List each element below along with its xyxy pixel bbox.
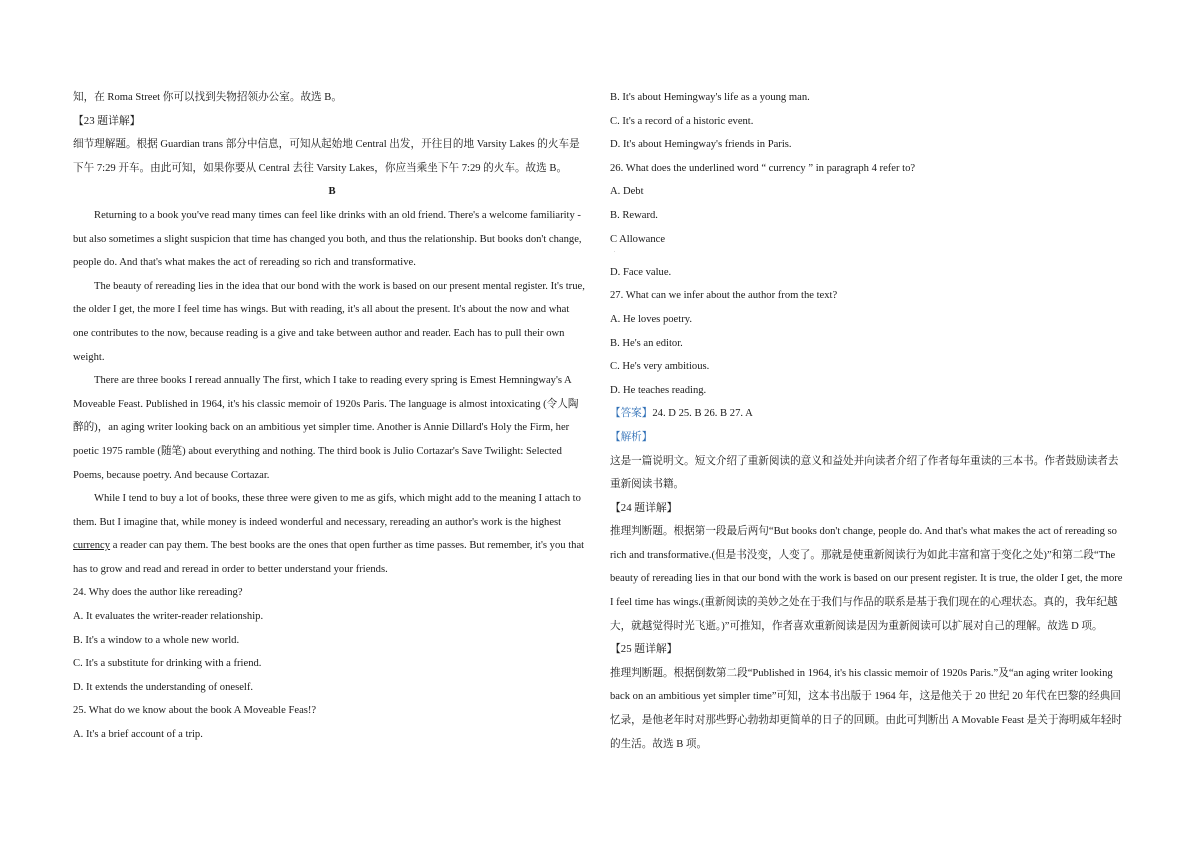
option-27-c: C. He's very ambitious.	[610, 361, 710, 373]
explanation-24-line: 大，就越觉得时光飞逝。)”可推知，作者喜欢重新阅读是因为重新阅读可以扩展对自己的理解。故选 D 项。	[610, 620, 1103, 632]
text-line: 知，在 Roma Street 你可以找到失物招领办公室。故选 B。	[73, 92, 342, 103]
stray-dot: .	[614, 249, 616, 255]
answer-values: 24. D 25. B 26. B 27. A	[652, 408, 753, 420]
question-27: 27. What can we infer about the author from the text?	[610, 290, 838, 302]
explanation-24-line: rich and transformative.(但是书没变，人变了。那就是使重新阅读行为如此丰富和富于变化之处)”和第二段“The	[610, 549, 1116, 561]
paragraph-3-line: poetic 1975 ramble (随笔) about everything and nothing. The third book is Julio Cortazar's Save Twilight: Selected	[73, 445, 562, 457]
question-24: 24. Why does the author like rereading?	[73, 587, 243, 599]
explanation-25-line: 推理判断题。根据倒数第二段“Published in 1964, it's his classic memoir of 1920s Paris.”及“an aging writer looking	[610, 667, 1113, 679]
option-25-c: C. It's a record of a historic event.	[610, 115, 754, 127]
paragraph-4-line: them. But I imagine that, while money is indeed wonderful and necessary, rereading an author's work is the highest	[73, 516, 562, 528]
paragraph-3-line: Poems, because poetry. And because Cortazar.	[73, 469, 270, 481]
paragraph-3-line: 醉的)，an aging writer looking back on an ambitious yet simpler time. Another is Annie Dillard's Holy the Firm, her	[73, 422, 570, 434]
paragraph-2-line: the older I get, the more I feel time has wings. But with reading, it's all about the present. It's about the now and what	[73, 304, 570, 316]
paragraph-2-line: one contributes to the now, because reading is a give and take between author and reader. Each has to pull their own	[73, 327, 565, 339]
option-24-d: D. It extends the understanding of oneself.	[73, 681, 254, 693]
right-column	[610, 86, 1130, 756]
text-line: 细节理解题。根据 Guardian trans 部分中信息，可知从起始地 Central 出发，开往目的地 Varsity Lakes 的火车是	[73, 139, 580, 151]
explanation-24-line: I feel time has wings.(重新阅读的美妙之处在于我们与作品的联系是基于我们现在的心理状态。真的，我年纪越	[610, 597, 1118, 609]
explanation-24-line: beauty of rereading lies in that our bond with the work is based on our present register. It is true, the older I get, the more	[610, 573, 1123, 585]
paragraph-1-line: but also sometimes a slight suspicion that time has changed you both, and thus the relationship. But books don't change,	[73, 233, 582, 245]
paragraph-4-line: has to grow and read and reread in order to better understand your friends.	[73, 563, 388, 575]
question-25: 25. What do we know about the book A Moveable Feas!?	[73, 705, 317, 717]
paragraph-1-line: people do. And that's what makes the act of rereading so rich and transformative.	[73, 257, 416, 269]
paragraph-4-line-rest: a reader can pay them. The best books are the ones that open further as time passes. But remember, it's you that	[110, 540, 585, 552]
analysis-text: 重新阅读书籍。	[610, 479, 685, 491]
option-27-b: B. He's an editor.	[610, 337, 683, 349]
paragraph-2-line: The beauty of rereading lies in the idea that our bond with the work is based on our present mental register. It's true,	[94, 280, 585, 292]
underlined-word-currency: currency	[73, 540, 111, 552]
option-25-a: A. It's a brief account of a trip.	[73, 729, 203, 741]
paragraph-4-line	[73, 534, 591, 558]
option-24-a: A. It evaluates the writer-reader relationship.	[73, 611, 264, 623]
paragraph-3-line: There are three books I reread annually The first, which I take to reading every spring is Emest Hemningway's A	[94, 375, 572, 387]
section-heading-24: 【24 题详解】	[610, 501, 678, 514]
analysis-label: 【解析】	[610, 431, 653, 443]
explanation-25-line: 的生活。故选 B 项。	[610, 738, 708, 750]
option-27-a: A. He loves poetry.	[610, 313, 692, 325]
answer-line	[610, 402, 1130, 426]
explanation-25-line: 忆录，是他老年时对那些野心勃勃却更简单的日子的回顾。由此可判断出 A Movable Feast 是关于海明威年轻时	[610, 715, 1123, 727]
option-27-d: D. He teaches reading.	[610, 384, 707, 396]
question-26: 26. What does the underlined word “ currency ” in paragraph 4 refer to?	[610, 162, 916, 174]
option-24-b: B. It's a window to a whole new world.	[73, 634, 240, 646]
explanation-25-line: back on an ambitious yet simpler time”可知，这本书出版于 1964 年，这是他关于 20 世纪 20 年代在巴黎的经典回	[610, 691, 1121, 703]
paragraph-4-line: While I tend to buy a lot of books, these three were given to me as gifs, which might add to the meaning I attach to	[94, 493, 581, 505]
option-26-b: B. Reward.	[610, 209, 658, 221]
option-25-d: D. It's about Hemingway's friends in Paris.	[610, 139, 792, 151]
explanation-24-line: 推理判断题。根据第一段最后两句“But books don't change, people do. And that's what makes the act of rereading so	[610, 526, 1117, 538]
left-column	[73, 86, 591, 747]
option-25-b: B. It's about Hemingway's life as a young man.	[610, 92, 810, 103]
option-26-a: A. Debt	[610, 186, 644, 198]
analysis-text: 这是一篇说明文。短文介绍了重新阅读的意义和益处并向读者介绍了作者每年重读的三本书。作者鼓励读者去	[610, 455, 1119, 467]
option-24-c: C. It's a substitute for drinking with a friend.	[73, 658, 262, 670]
section-heading-25: 【25 题详解】	[610, 643, 678, 656]
paragraph-1-line: Returning to a book you've read many times can feel like drinks with an old friend. There's a welcome familiarity -	[94, 209, 581, 221]
paragraph-3-line: Moveable Feast. Published in 1964, it's his classic memoir of 1920s Paris. The language is almost intoxicating (令人陶	[73, 398, 579, 410]
option-26-d: D. Face value.	[610, 266, 672, 278]
passage-b-title: B	[328, 186, 336, 198]
section-heading-23: 【23 题详解】	[73, 114, 141, 127]
answer-label: 【答案】	[610, 408, 653, 420]
text-line: 下午 7:29 开车。由此可知，如果你要从 Central 去往 Varsity Lakes，你应当乘坐下午 7:29 的火车。故选 B。	[73, 162, 568, 174]
option-26-c: C Allowance	[610, 233, 666, 245]
paragraph-2-line: weight.	[73, 351, 105, 363]
